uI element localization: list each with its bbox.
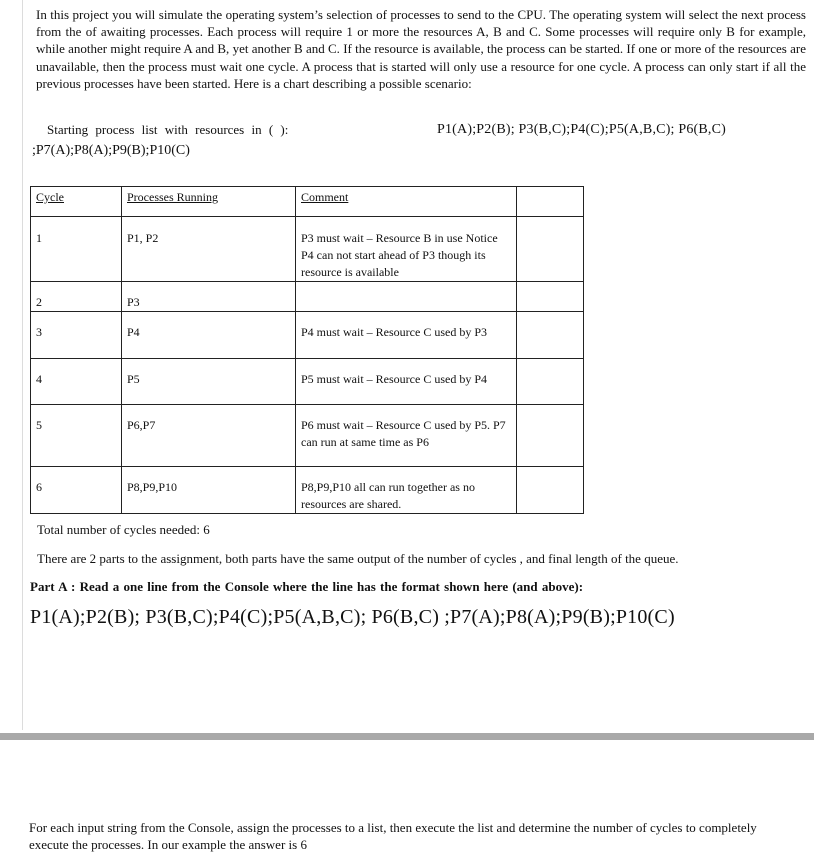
starting-label: Starting process list with resources in ( ): <box>47 122 289 137</box>
starting-value: P1(A);P2(B); P3(B,C);P4(C);P5(A,B,C); P6(B,C) <box>437 122 727 137</box>
total-cycles: Total number of cycles needed: 6 <box>37 522 210 537</box>
header-empty <box>517 187 584 217</box>
processes-cell: P6,P7 <box>122 405 296 467</box>
comment-cell: P4 must wait – Resource C used by P3 <box>296 312 517 359</box>
format-example: P1(A);P2(B); P3(B,C);P4(C);P5(A,B,C); P6(B,C) ;P7(A);P8(A);P9(B);P10(C) <box>30 606 675 628</box>
extra-cell <box>517 312 584 359</box>
parts-note: There are 2 parts to the assignment, both parts have the same output of the number of cycles , and final length of the queue. <box>37 551 679 566</box>
processes-cell: P4 <box>122 312 296 359</box>
extra-cell <box>517 359 584 405</box>
comment-cell: P5 must wait – Resource C used by P4 <box>296 359 517 405</box>
cycle-cell: 2 <box>31 282 122 312</box>
section-divider <box>0 733 814 740</box>
processes-cell: P5 <box>122 359 296 405</box>
extra-cell <box>517 405 584 467</box>
processes-cell: P3 <box>122 282 296 312</box>
table-row <box>31 405 584 467</box>
comment-cell <box>296 282 517 312</box>
header-comment: Comment <box>296 187 517 217</box>
part-a-heading: Part A : Read a one line from the Console where the line has the format shown here (and above): <box>30 579 584 594</box>
schedule-table <box>30 186 584 514</box>
table-row <box>31 312 584 359</box>
processes-cell: P8,P9,P10 <box>122 467 296 514</box>
table-row <box>31 359 584 405</box>
table-row <box>31 467 584 514</box>
extra-cell <box>517 282 584 312</box>
table-row <box>31 282 584 312</box>
extra-cell <box>517 467 584 514</box>
cycle-cell: 3 <box>31 312 122 359</box>
footer-paragraph: For each input string from the Console, assign the processes to a list, then execute the list and determine the number of cycles to completely execute the processes. In our example the answer is 6 <box>29 820 757 852</box>
cycle-cell: 1 <box>31 217 122 282</box>
table-header-row <box>31 187 584 217</box>
starting-continuation: ;P7(A);P8(A);P9(B);P10(C) <box>32 143 190 158</box>
intro-paragraph: In this project you will simulate the operating system’s selection of processes to send to the CPU. The operating system will select the next process from the of awaiting processes. Each process will require 1 or more the resources A, B and C. Some processes will require only B for example, while another might require A and B, yet another B and C. If the resource is available, the process can be started. If one or more of the resources are unavailable, then the process must wait one cycle. A process that is started will only use a resource for one cycle. A process can only start if all the previous processes have been started. Here is a chart describing a possible scenario: <box>36 7 806 91</box>
processes-cell: P1, P2 <box>122 217 296 282</box>
cycle-cell: 4 <box>31 359 122 405</box>
extra-cell <box>517 217 584 282</box>
header-processes: Processes Running <box>122 187 296 217</box>
header-cycle: Cycle <box>31 187 122 217</box>
comment-cell: P6 must wait – Resource C used by P5. P7 can run at same time as P6 <box>296 405 517 467</box>
table-row <box>31 217 584 282</box>
comment-cell: P8,P9,P10 all can run together as no resources are shared. <box>296 467 517 514</box>
cycle-cell: 6 <box>31 467 122 514</box>
comment-cell: P3 must wait – Resource B in use Notice P4 can not start ahead of P3 though its resource is available <box>296 217 517 282</box>
cycle-cell: 5 <box>31 405 122 467</box>
starting-process-list <box>32 121 807 158</box>
